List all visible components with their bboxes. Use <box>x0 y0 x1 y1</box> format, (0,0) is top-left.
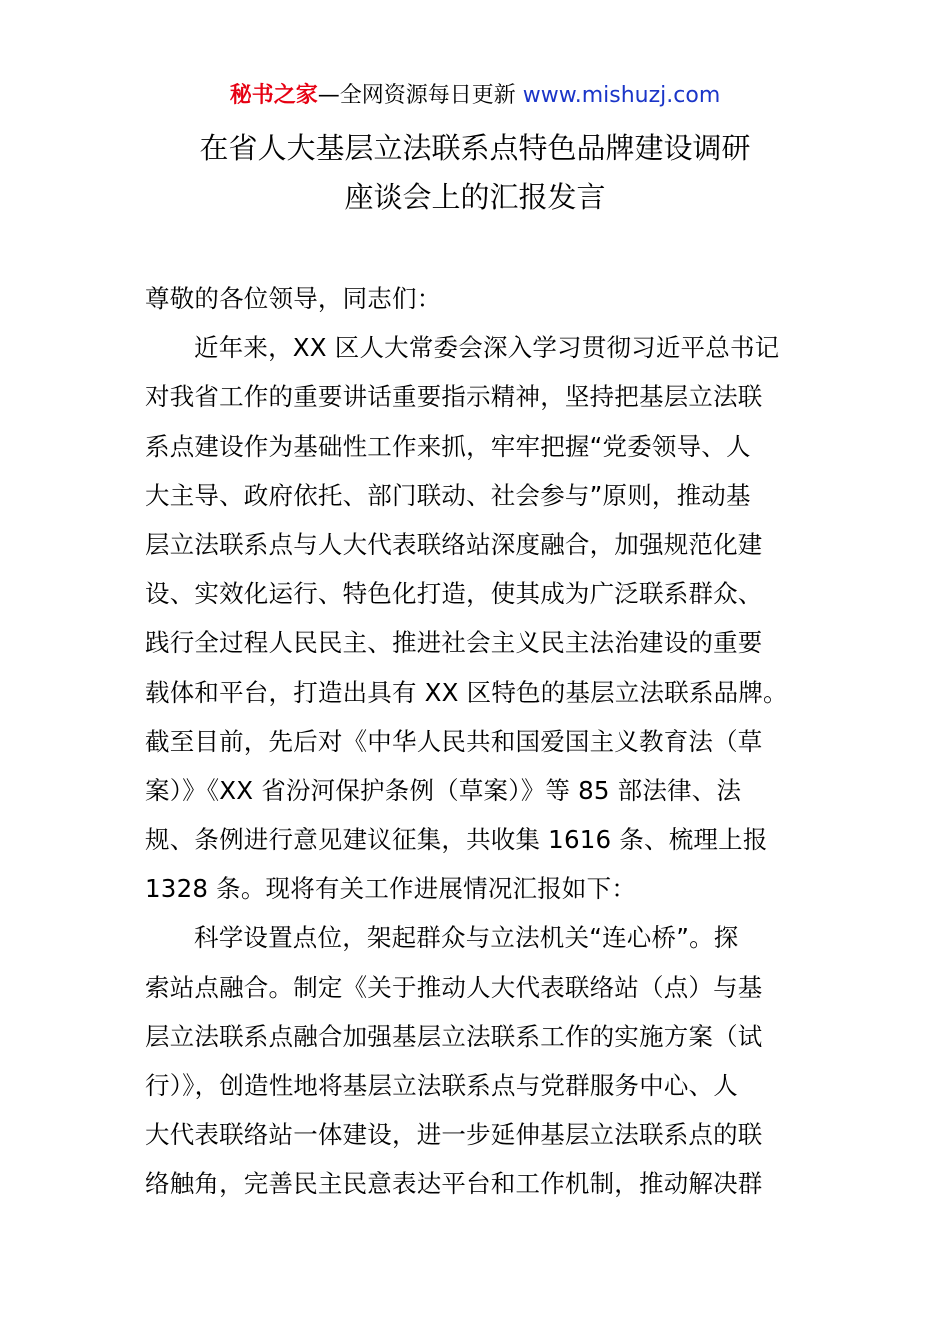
paragraph-line: 索站点融合。制定《关于推动人大代表联络站（点）与基 <box>145 972 763 1002</box>
paragraph-line: 行）》，创造性地将基层立法联系点与党群服务中心、人 <box>145 1071 738 1100</box>
paragraph-line: 1328 条。现将有关工作进展情况汇报如下： <box>145 874 637 904</box>
site-url[interactable]: www.mishuzj.com <box>522 83 721 108</box>
salutation-line: 尊敬的各位领导，同志们： <box>145 284 442 313</box>
paragraph-line: 案）》《XX 省汾河保护条例（草案）》等 85 部法律、法 <box>145 775 742 805</box>
paragraph-line: 科学设置点位，架起群众与立法机关“连心桥”。探 <box>194 923 739 953</box>
document-body <box>145 274 815 1209</box>
paragraph-line: 设、实效化运行、特色化打造，使其成为广泛联系群众、 <box>145 579 763 609</box>
document-title-line-2: 座谈会上的汇报发言 <box>344 180 606 214</box>
paragraph-line: 截至目前，先后对《中华人民共和国爱国主义教育法（草 <box>145 726 763 756</box>
brand-name: 秘书之家 <box>229 83 318 108</box>
header-tagline: —全网资源每日更新 <box>317 83 523 108</box>
document-title-line-1: 在省人大基层立法联系点特色品牌建设调研 <box>199 131 751 165</box>
paragraph-line: 大代表联络站一体建设，进一步延伸基层立法联系点的联 <box>145 1120 763 1150</box>
paragraph-line: 络触角，完善民主民意表达平台和工作机制，推动解决群 <box>145 1169 763 1199</box>
paragraph-line: 载体和平台，打造出具有 XX 区特色的基层立法联系品牌。 <box>145 677 788 707</box>
site-header <box>0 80 950 112</box>
paragraph-line: 系点建设作为基础性工作来抓，牢牢把握“党委领导、人 <box>145 431 751 461</box>
paragraph-line: 层立法联系点与人大代表联络站深度融合，加强规范化建 <box>145 529 763 559</box>
paragraph-line: 规、条例进行意见建议征集，共收集 1616 条、梳理上报 <box>145 825 768 855</box>
paragraph-line: 对我省工作的重要讲话重要指示精神，坚持把基层立法联 <box>145 382 763 412</box>
paragraph-line: 大主导、政府依托、部门联动、社会参与”原则，推动基 <box>145 480 751 510</box>
paragraph-line: 层立法联系点融合加强基层立法联系工作的实施方案（试 <box>145 1021 763 1051</box>
paragraph-line: 近年来，XX 区人大常委会深入学习贯彻习近平总书记 <box>194 333 780 363</box>
paragraph-line: 践行全过程人民民主、推进社会主义民主法治建设的重要 <box>145 628 763 658</box>
